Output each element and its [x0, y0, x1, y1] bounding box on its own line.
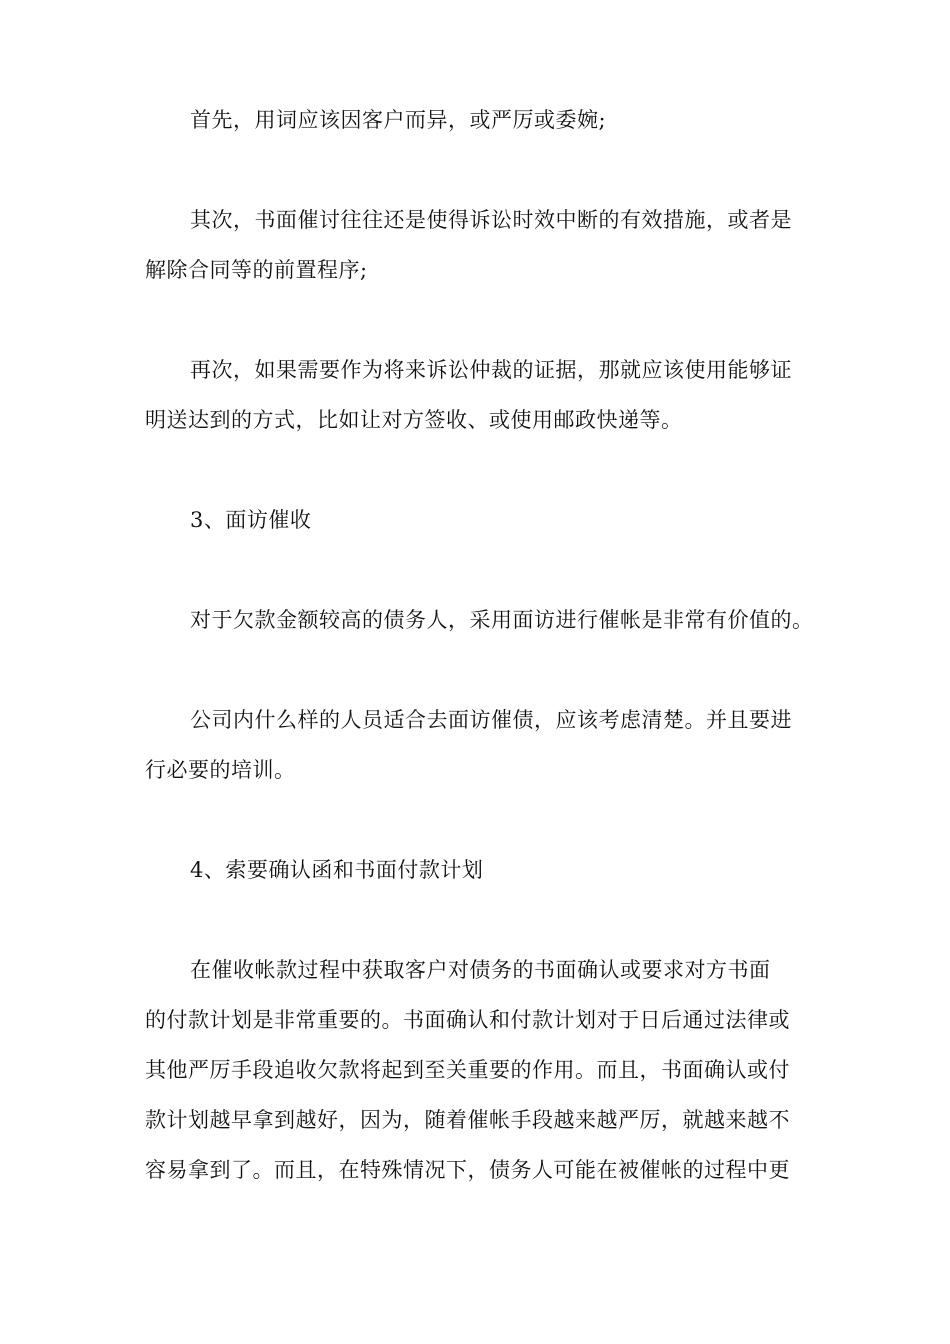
paragraph-line: 解除合同等的前置程序; [145, 258, 368, 282]
paragraph-line: 行必要的培训。 [145, 758, 296, 782]
paragraph-line: 对于欠款金额较高的债务人，采用面访进行催帐是非常有价值的。 [190, 608, 814, 632]
paragraph-line: 再次，如果需要作为将来诉讼仲裁的证据，那就应该使用能够证 [190, 358, 792, 382]
paragraph-line: 其次，书面催讨往往还是使得诉讼时效中断的有效措施，或者是 [190, 208, 792, 232]
paragraph-line: 在催收帐款过程中获取客户对债务的书面确认或要求对方书面 [190, 958, 771, 982]
section-heading: 3、面访催收 [190, 508, 312, 532]
paragraph-line: 款计划越早拿到越好，因为，随着催帐手段越来越严厉，就越来越不 [145, 1108, 790, 1132]
paragraph-line: 首先，用词应该因客户而异，或严厉或委婉; [190, 108, 607, 132]
paragraph-line: 容易拿到了。而且，在特殊情况下，债务人可能在被催帐的过程中更 [145, 1158, 790, 1182]
paragraph-line: 公司内什么样的人员适合去面访催债，应该考虑清楚。并且要进 [190, 708, 792, 732]
section-heading: 4、索要确认函和书面付款计划 [190, 858, 484, 882]
paragraph-line: 明送达到的方式，比如让对方签收、或使用邮政快递等。 [145, 408, 683, 432]
paragraph-line: 其他严厉手段追收欠款将起到至关重要的作用。而且，书面确认或付 [145, 1058, 790, 1082]
paragraph-line: 的付款计划是非常重要的。书面确认和付款计划对于日后通过法律或 [145, 1008, 790, 1032]
